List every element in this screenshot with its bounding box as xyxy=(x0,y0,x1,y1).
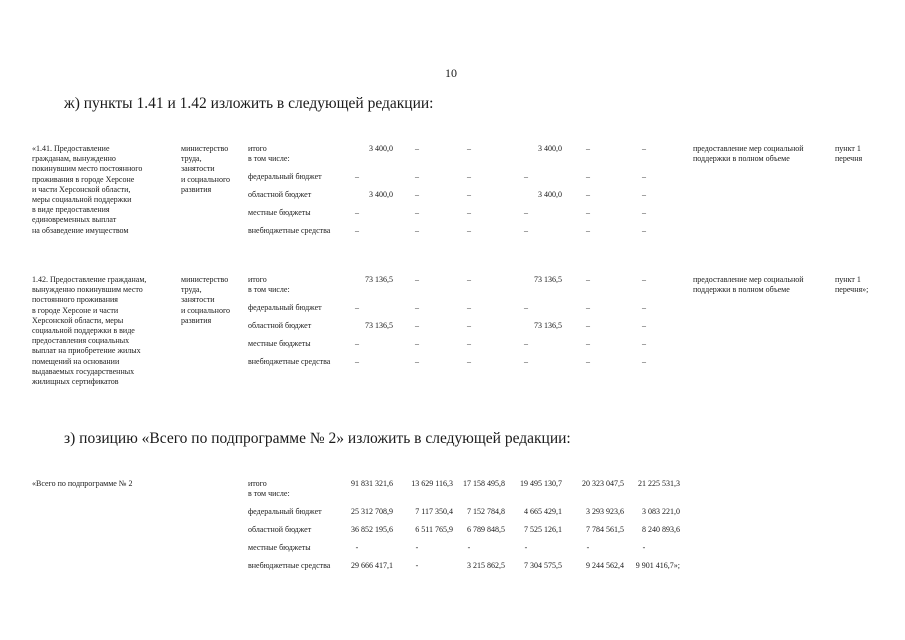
funding-value-cell: 4 665 429,1 xyxy=(524,507,562,516)
result-line: поддержки в полном объеме xyxy=(693,154,790,164)
funding-source-label: местные бюджеты xyxy=(248,208,311,217)
measure-name-line: в виде предоставления xyxy=(32,205,110,215)
funding-value-cell: – xyxy=(355,226,359,235)
funding-value-cell: – xyxy=(355,208,359,217)
funding-value-cell: 29 666 417,1 xyxy=(351,561,393,570)
funding-value-cell: – xyxy=(586,321,590,330)
funding-value-cell: – xyxy=(586,357,590,366)
funding-source-label: областной бюджет xyxy=(248,190,312,199)
funding-source-label: федеральный бюджет xyxy=(248,172,322,181)
measure-name-line: 1.42. Предоставление гражданам, xyxy=(32,275,147,284)
subprogram-total-name: «Всего по подпрограмме № 2 xyxy=(32,479,133,488)
executor-line: труда, xyxy=(181,285,202,295)
funding-value-cell: – xyxy=(355,303,359,312)
funding-value-cell: 73 136,5 xyxy=(534,321,562,330)
funding-value-cell: 9 244 562,4 xyxy=(586,561,624,570)
funding-value-cell: 19 495 130,7 xyxy=(520,479,562,488)
funding-value-cell: - xyxy=(415,561,419,570)
funding-value-cell: 6 789 848,5 xyxy=(467,525,505,534)
funding-value-cell: 7 304 575,5 xyxy=(524,561,562,570)
funding-value-cell: - xyxy=(586,543,590,552)
measure-name-line: помещений на основании xyxy=(32,356,120,366)
funding-value-cell: – xyxy=(586,208,590,217)
funding-value-cell: – xyxy=(642,226,646,235)
measure-name-line: единовременных выплат xyxy=(32,215,117,225)
funding-value-cell: 3 400,0 xyxy=(538,190,562,199)
executor-line: труда, xyxy=(181,154,202,164)
funding-value-cell: – xyxy=(467,275,471,284)
funding-value-cell: - xyxy=(524,543,528,552)
executor-line: министерство xyxy=(181,275,229,284)
funding-value-cell: – xyxy=(355,357,359,366)
funding-source-label: федеральный бюджет xyxy=(248,507,322,516)
funding-value-cell: – xyxy=(415,275,419,284)
funding-value-cell: 73 136,5 xyxy=(365,275,393,284)
measure-name-line: постоянного проживания xyxy=(32,295,118,305)
funding-value-cell: 91 831 321,6 xyxy=(351,479,393,488)
funding-value-cell: – xyxy=(586,144,590,153)
funding-value-cell: – xyxy=(524,339,528,348)
funding-value-cell: – xyxy=(467,144,471,153)
funding-value-cell: – xyxy=(415,339,419,348)
measure-name-line: на обзаведение имуществом xyxy=(32,225,129,235)
funding-value-cell: – xyxy=(642,144,646,153)
funding-value-cell: 6 511 765,9 xyxy=(415,525,453,534)
measure-name-line: Херсонской области, меры xyxy=(32,315,124,325)
measure-name-line: предоставления социальных xyxy=(32,336,130,346)
funding-source-label: областной бюджет xyxy=(248,321,312,330)
funding-value-cell: 73 136,5 xyxy=(365,321,393,330)
funding-value-cell: – xyxy=(586,190,590,199)
executor-line: и социального xyxy=(181,305,231,315)
funding-value-cell: – xyxy=(467,208,471,217)
measure-name-line: выплат на приобретение жилых xyxy=(32,346,141,356)
measure-name-line: жилищных сертификатов xyxy=(32,377,119,386)
funding-value-cell: – xyxy=(524,208,528,217)
funding-value-cell: – xyxy=(642,303,646,312)
funding-value-cell: 3 400,0 xyxy=(369,144,393,153)
reference-line: пункт 1 xyxy=(835,144,861,153)
result-line: предоставление мер социальной xyxy=(693,275,804,284)
section-z-heading: з) позицию «Всего по подпрограмме № 2» изложить в следующей редакции: xyxy=(64,430,571,447)
result-line: поддержки в полном объеме xyxy=(693,285,790,295)
funding-value-cell: – xyxy=(642,339,646,348)
funding-value-cell: 3 215 862,5 xyxy=(467,561,505,570)
funding-value-cell: - xyxy=(415,543,419,552)
executor-line: развития xyxy=(181,184,212,194)
funding-value-cell: 7 152 784,8 xyxy=(467,507,505,516)
funding-value-cell: 9 901 416,7»; xyxy=(635,561,680,570)
funding-value-cell: – xyxy=(524,172,528,181)
measure-name-line: вынужденно покинувшим место xyxy=(32,285,143,295)
funding-value-cell: – xyxy=(415,144,419,153)
funding-subtotal-label: в том числе: xyxy=(248,489,290,499)
funding-subtotal-label: в том числе: xyxy=(248,154,290,164)
funding-value-cell: – xyxy=(586,339,590,348)
funding-value-cell: – xyxy=(355,339,359,348)
executor-line: развития xyxy=(181,315,212,325)
reference-line: перечня»; xyxy=(835,285,869,295)
funding-value-cell: – xyxy=(415,357,419,366)
funding-value-cell: 3 083 221,0 xyxy=(642,507,680,516)
funding-value-cell: 7 784 561,5 xyxy=(586,525,624,534)
funding-value-cell: 3 400,0 xyxy=(369,190,393,199)
funding-value-cell: 20 323 047,5 xyxy=(582,479,624,488)
funding-value-cell: – xyxy=(524,357,528,366)
funding-value-cell: 8 240 893,6 xyxy=(642,525,680,534)
funding-value-cell: – xyxy=(355,172,359,181)
measure-name-line: и части Херсонской области, xyxy=(32,184,131,194)
funding-value-cell: – xyxy=(642,190,646,199)
funding-value-cell: 17 158 495,8 xyxy=(463,479,505,488)
measure-name-line: «1.41. Предоставление xyxy=(32,144,110,153)
funding-value-cell: – xyxy=(415,321,419,330)
funding-value-cell: 7 117 350,4 xyxy=(415,507,453,516)
funding-value-cell: – xyxy=(586,275,590,284)
page-number: 10 xyxy=(445,66,457,80)
executor-line: занятости xyxy=(181,164,215,174)
funding-value-cell: – xyxy=(415,190,419,199)
funding-value-cell: 73 136,5 xyxy=(534,275,562,284)
funding-source-label: внебюджетные средства xyxy=(248,357,331,366)
funding-value-cell: - xyxy=(642,543,646,552)
funding-value-cell: – xyxy=(467,172,471,181)
funding-value-cell: – xyxy=(524,303,528,312)
executor-line: занятости xyxy=(181,295,215,305)
funding-value-cell: – xyxy=(642,275,646,284)
funding-value-cell: – xyxy=(586,172,590,181)
measure-name-line: меры социальной поддержки xyxy=(32,195,132,204)
funding-value-cell: – xyxy=(586,226,590,235)
funding-source-label: местные бюджеты xyxy=(248,543,311,552)
measure-name-line: гражданам, вынужденно xyxy=(32,154,116,164)
executor-line: министерство xyxy=(181,144,229,153)
funding-source-label: итого xyxy=(248,275,267,284)
measure-name-line: социальной поддержки в виде xyxy=(32,326,135,335)
measure-name-line: проживания в городе Херсоне xyxy=(32,174,135,184)
funding-value-cell: 25 312 708,9 xyxy=(351,507,393,516)
funding-value-cell: 3 400,0 xyxy=(538,144,562,153)
funding-value-cell: – xyxy=(415,226,419,235)
measure-name-line: выдаваемых государственных xyxy=(32,366,135,376)
funding-value-cell: 36 852 195,6 xyxy=(351,525,393,534)
funding-value-cell: 7 525 126,1 xyxy=(524,525,562,534)
funding-source-label: областной бюджет xyxy=(248,525,312,534)
funding-value-cell: 3 293 923,6 xyxy=(586,507,624,516)
funding-value-cell: – xyxy=(467,339,471,348)
reference-line: перечня xyxy=(835,154,863,164)
funding-value-cell: – xyxy=(467,357,471,366)
reference-line: пункт 1 xyxy=(835,275,861,284)
funding-value-cell: – xyxy=(415,208,419,217)
funding-value-cell: - xyxy=(355,543,359,552)
funding-value-cell: 21 225 531,3 xyxy=(638,479,680,488)
measure-name-line: в городе Херсоне и части xyxy=(32,305,119,315)
funding-value-cell: 13 629 116,3 xyxy=(411,479,453,488)
funding-value-cell: – xyxy=(642,172,646,181)
funding-value-cell: – xyxy=(467,303,471,312)
funding-value-cell: – xyxy=(415,303,419,312)
funding-value-cell: – xyxy=(467,321,471,330)
funding-value-cell: – xyxy=(467,226,471,235)
measure-name-line: покинувшим место постоянного xyxy=(32,164,143,174)
funding-source-label: итого xyxy=(248,144,267,153)
funding-value-cell: – xyxy=(467,190,471,199)
funding-value-cell: – xyxy=(586,303,590,312)
funding-source-label: внебюджетные средства xyxy=(248,226,331,235)
funding-source-label: внебюджетные средства xyxy=(248,561,331,570)
executor-line: и социального xyxy=(181,174,231,184)
section-g-heading: ж) пункты 1.41 и 1.42 изложить в следующей редакции: xyxy=(64,95,434,112)
funding-value-cell: – xyxy=(642,208,646,217)
funding-source-label: итого xyxy=(248,479,267,488)
result-line: предоставление мер социальной xyxy=(693,144,804,153)
funding-source-label: федеральный бюджет xyxy=(248,303,322,312)
funding-value-cell: – xyxy=(415,172,419,181)
funding-source-label: местные бюджеты xyxy=(248,339,311,348)
funding-value-cell: – xyxy=(642,357,646,366)
funding-value-cell: – xyxy=(524,226,528,235)
funding-subtotal-label: в том числе: xyxy=(248,285,290,295)
funding-value-cell: – xyxy=(642,321,646,330)
funding-value-cell: - xyxy=(467,543,471,552)
